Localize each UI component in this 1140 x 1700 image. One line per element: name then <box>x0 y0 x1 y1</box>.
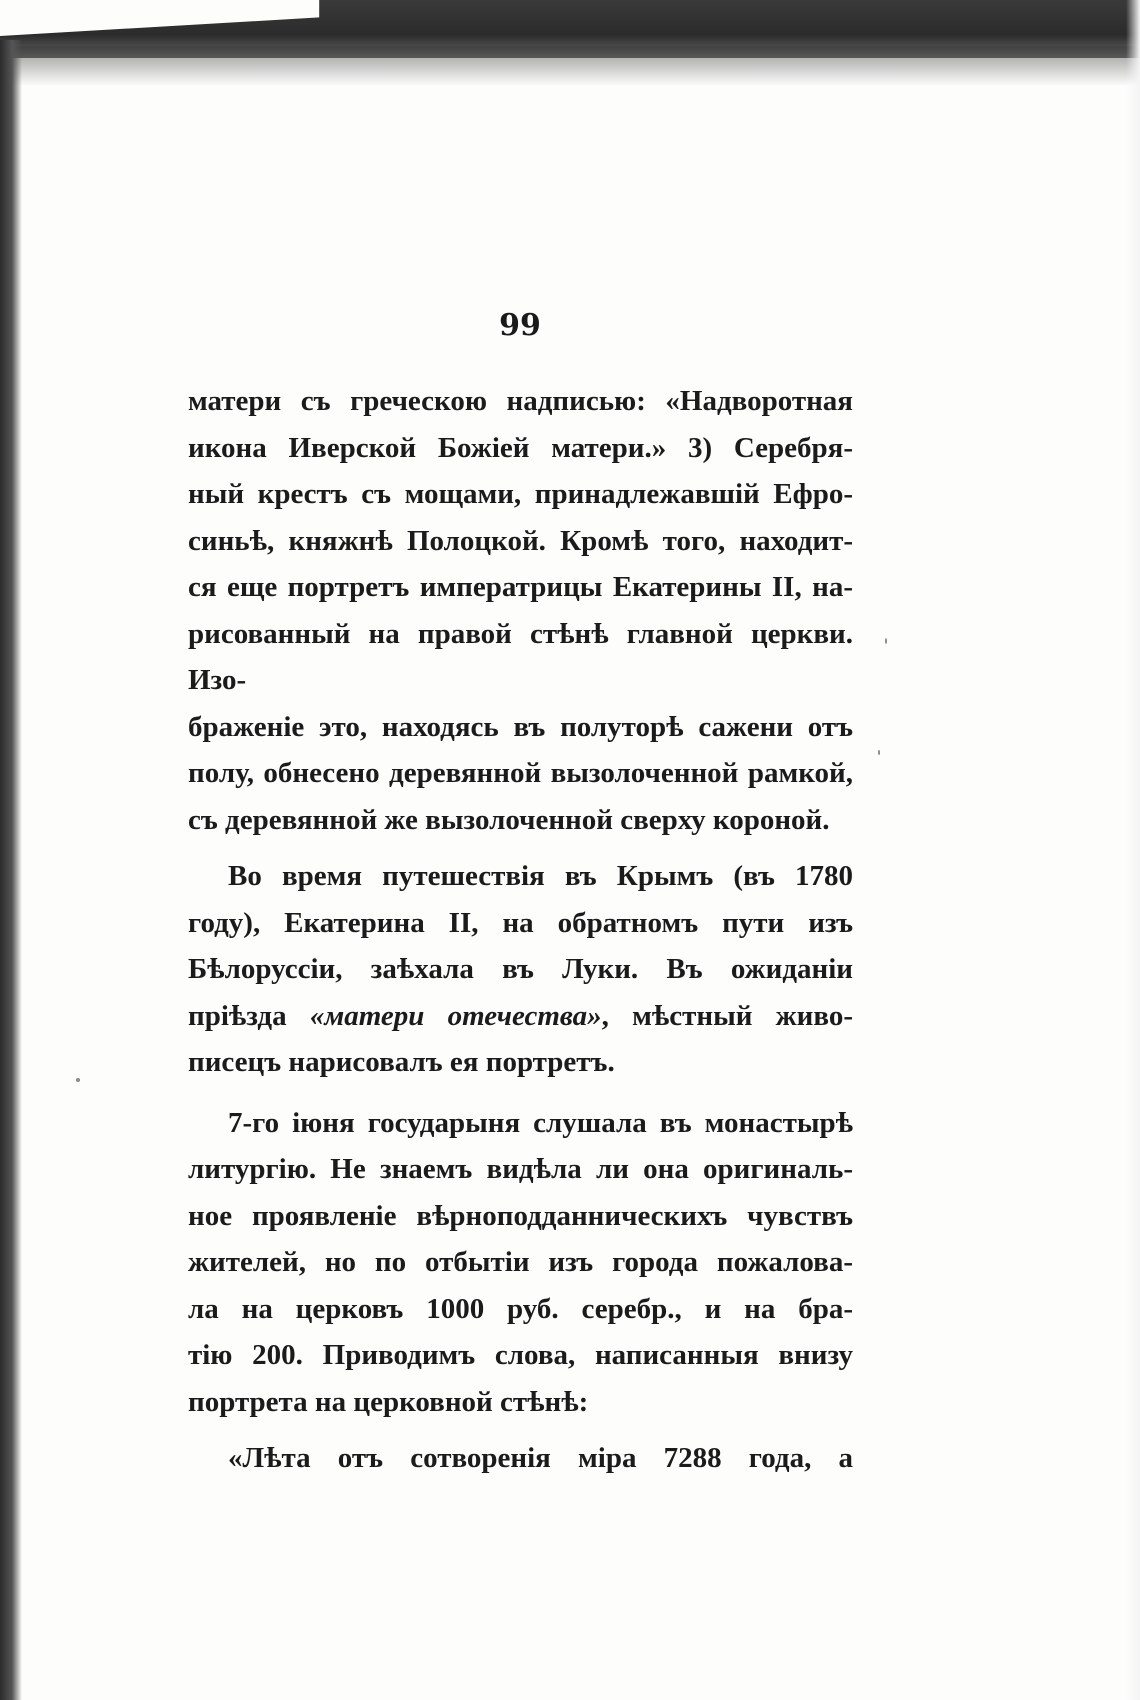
text-line: ла на церковъ 1000 руб. серебр., и на бра- <box>188 1292 853 1325</box>
scan-right-edge <box>1126 0 1140 1700</box>
dust-speck <box>76 1078 80 1082</box>
text-line: икона Иверской Божіей матери.» 3) Серебря- <box>188 431 853 464</box>
text-line: ное проявленіе вѣрноподданническихъ чувствъ <box>188 1199 853 1232</box>
text-line: «Лѣта отъ сотворенія міра 7288 года, а <box>228 1442 853 1474</box>
text-line: полу, обнесено деревянной вызолоченной рамкой, <box>188 757 853 789</box>
text-fragment: пріѣзда <box>188 999 287 1032</box>
page-number: 99 <box>499 308 541 343</box>
text-line: рисованный на правой стѣнѣ главной церкви. Изо- <box>188 617 853 696</box>
text-line: съ деревянной же вызолоченной сверху короной. <box>188 803 830 836</box>
text-line: браженіе это, находясь въ полуторѣ сажени отъ <box>188 710 853 743</box>
body-text <box>188 378 853 1482</box>
text-line: 7-го іюня государыня слушала въ монастырѣ <box>228 1106 853 1139</box>
text-line: ный крестъ съ мощами, принадлежавшій Ефро- <box>188 478 853 510</box>
text-line: ся еще портретъ императрицы Екатерины II, на- <box>188 571 853 603</box>
text-line: году), Екатерина II, на обратномъ пути изъ <box>188 906 853 939</box>
text-line: писецъ нарисовалъ ея портретъ. <box>188 1046 615 1078</box>
text-line: тію 200. Приводимъ слова, написанныя внизу <box>188 1339 853 1371</box>
text-line: Бѣлоруссіи, заѣхала въ Луки. Въ ожиданіи <box>188 953 853 985</box>
text-line: портрета на церковной стѣнѣ: <box>188 1385 589 1418</box>
text-line: матери съ греческою надписью: «Надворотная <box>188 385 853 417</box>
dust-speck <box>885 638 887 644</box>
text-line: синьѣ, княжнѣ Полоцкой. Кромѣ того, находит- <box>188 524 853 557</box>
dust-speck <box>878 750 880 755</box>
text-fragment: , мѣстный живо- <box>601 999 853 1032</box>
scan-top-shadow <box>0 46 1140 86</box>
text-line: жителей, но по отбытіи изъ города пожалова- <box>188 1246 853 1278</box>
scan-binding-edge <box>0 40 22 1700</box>
text-line <box>188 993 853 1040</box>
italic-quote: «матери отечества» <box>309 999 602 1032</box>
text-line: литургію. Не знаемъ видѣла ли она оригиналь- <box>188 1153 853 1185</box>
text-line: Во время путешествія въ Крымъ (въ 1780 <box>228 860 853 892</box>
